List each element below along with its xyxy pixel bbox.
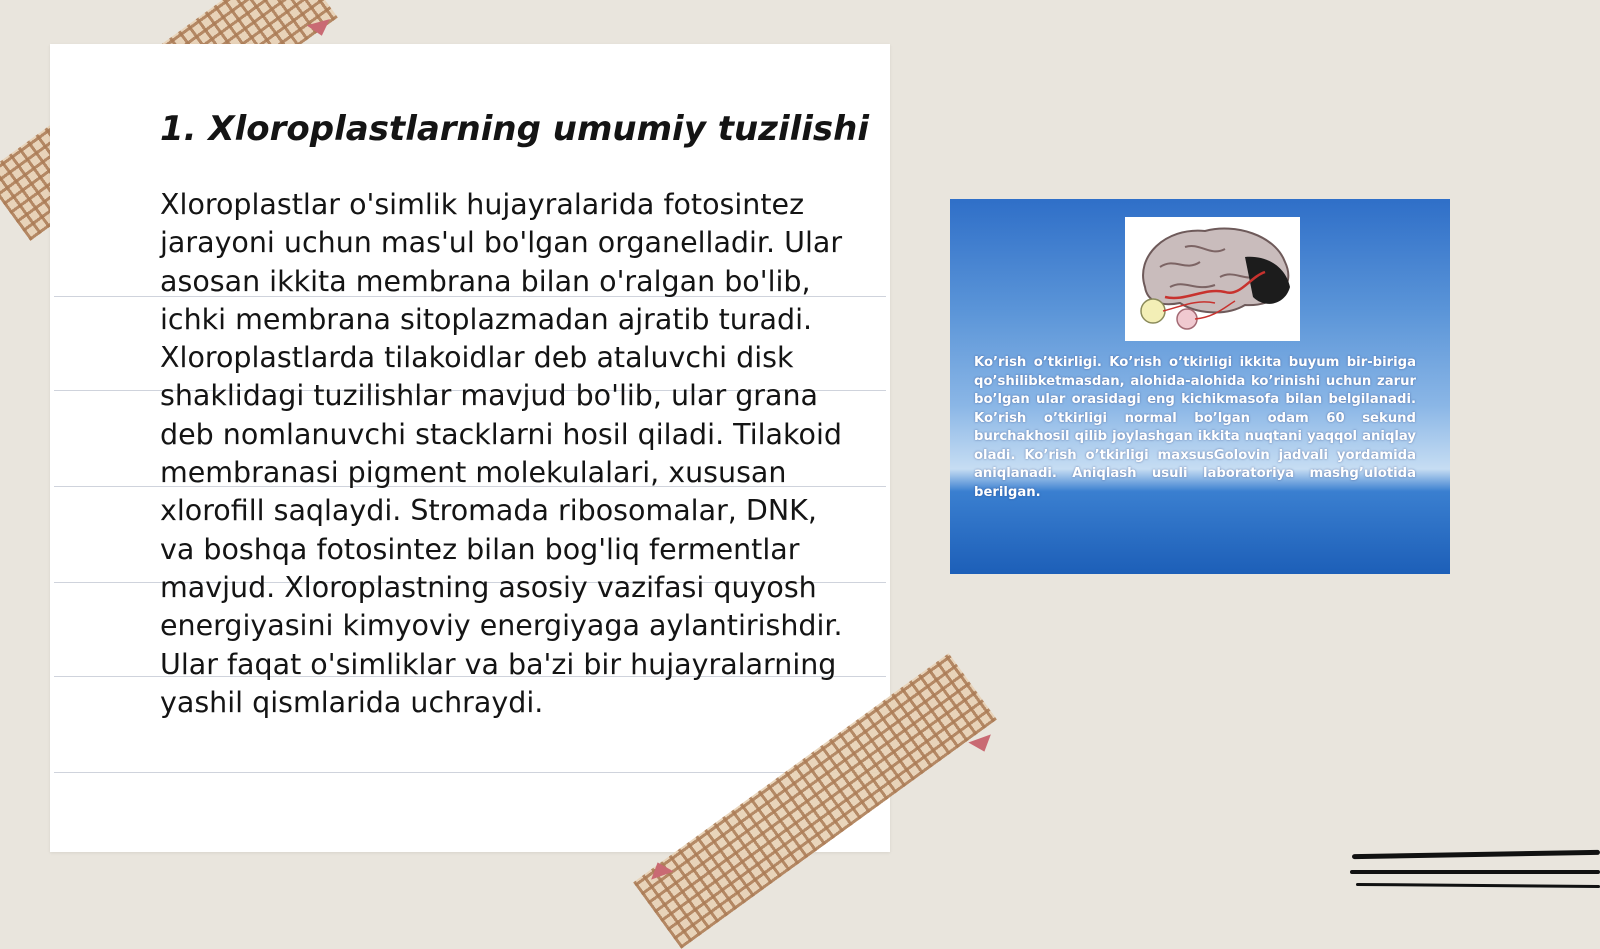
- slide-body-text: Xloroplastlar o'simlik hujayralarida fotosintez jarayoni uchun mas'ul bo'lgan organelladir. Ular asosan ikkita membrana bilan o'ralgan bo'lib, ichki membrana sitoplazmadan ajratib turadi. Xloroplastlarda tilakoidlar deb ataluvchi disk shaklidagi tuzilishlar mavjud bo'lib, ular grana deb nomlanuvchi stacklarni hosil qiladi. Tilakoid membranasi pigment molekulalari, xususan xlorofill saqlaydi. Stromada ribosomalar, DNK, va boshqa fotosintez bilan bog'liq fermentlar mavjud. Xloroplastning asosiy vazifasi quyosh energiyasini kimyoviy energiyaga aylantirishdir. Ular faqat o'simliklar va ba'zi bir hujayralarning yashil qismlarida uchraydi.: [160, 188, 843, 719]
- paper-rule: [54, 772, 886, 773]
- pin-icon: [968, 734, 995, 755]
- image-caption: Ko’rish o’tkirligi. Ko’rish o’tkirligi ikkita buyum bir-biriga qo’shilibketmasdan, alohida-alohida ko’rinishi uchun zarur bo’lgan ular orasidagi eng kichikmasofa bilan belgilanadi. Ko’rish o’tkirligi normal bo’lgan odam 60 sekund burchakhosil qilib joylashgan ikkita nuqtani yaqqol aniqlay oladi. Ko’rish o’tkirligi maxsusGolovin jadvali yordamida aniqlanadi. Aniqlash usuli laboratoriya mashg’ulotida berilgan.: [974, 355, 1416, 500]
- brush-stroke: [1356, 883, 1600, 888]
- brain-illustration: [1125, 217, 1300, 341]
- brain-icon: [1125, 217, 1300, 341]
- brush-stroke: [1350, 870, 1600, 874]
- content-image: [950, 199, 1450, 574]
- brush-stroke: [1352, 850, 1600, 859]
- slide-title: 1. Xloroplastlarning umumiy tuzilishi: [160, 109, 870, 149]
